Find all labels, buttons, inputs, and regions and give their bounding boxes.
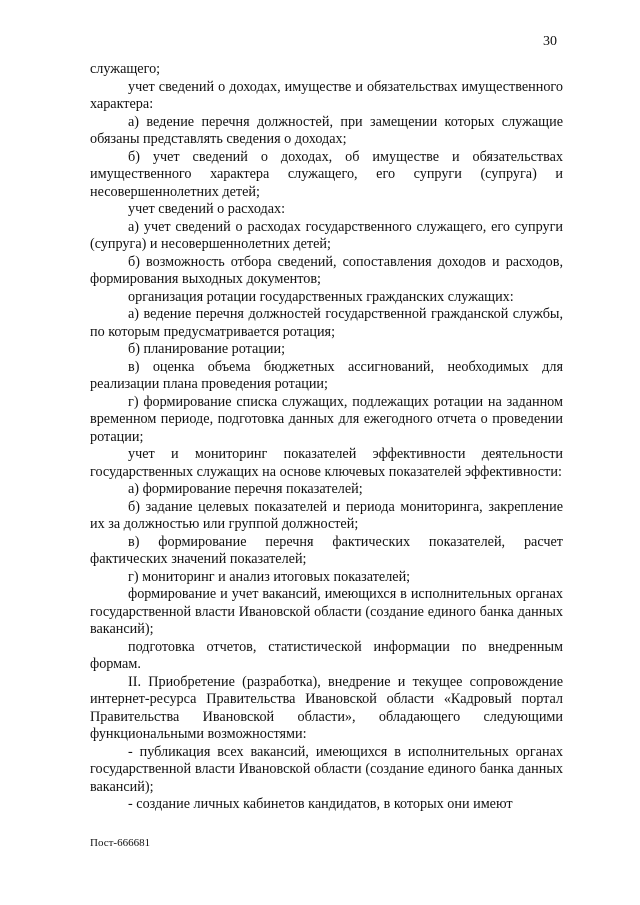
paragraph: учет сведений о расходах: bbox=[128, 201, 286, 217]
paragraph: г) формирование списка служащих, подлежащих ротации на заданном временном периоде, подготовка данных для ежегодного отчета о проведении ротации; bbox=[90, 393, 563, 445]
paragraph: б) планирование ротации; bbox=[128, 341, 286, 357]
paragraph: организация ротации государственных гражданских служащих: bbox=[128, 288, 514, 305]
paragraph: а) формирование перечня показателей; bbox=[128, 481, 363, 497]
paragraph: в) оценка объема бюджетных ассигнований, необходимых для реализации плана проведения ротации; bbox=[90, 358, 563, 392]
paragraph: г) мониторинг и анализ итоговых показателей; bbox=[128, 568, 411, 585]
paragraph: служащего; bbox=[90, 61, 161, 77]
paragraph: учет и мониторинг показателей эффективности деятельности государственных служащих на основе ключевых показателей эффективности: bbox=[90, 446, 563, 480]
paragraph: учет сведений о доходах, имуществе и обязательствах имущественного характера: bbox=[90, 78, 563, 112]
paragraph: а) учет сведений о расходах государственного служащего, его супруги (супруга) и несовершеннолетних детей; bbox=[90, 218, 563, 252]
paragraph: а) ведение перечня должностей, при замещении которых служащие обязаны представлять сведения о доходах; bbox=[90, 113, 563, 147]
paragraph: формирование и учет вакансий, имеющихся в исполнительных органах государственной власти Ивановской области (создание единого банка данных вакансий); bbox=[90, 586, 563, 637]
paragraph: подготовка отчетов, статистической информации по внедренным формам. bbox=[90, 638, 563, 672]
paragraph: - создание личных кабинетов кандидатов, в которых они имеют bbox=[128, 796, 513, 812]
paragraph: - публикация всех вакансий, имеющихся в исполнительных органах государственной власти Ивановской области (создание единого банка данных вакансий); bbox=[90, 743, 563, 795]
paragraph: б) задание целевых показателей и периода мониторинга, закрепление их за должностью или группой должностей; bbox=[90, 498, 563, 532]
page-number: 30 bbox=[543, 34, 557, 49]
paragraph: а) ведение перечня должностей государственной гражданской службы, по которым предусматривается ротация; bbox=[90, 306, 563, 340]
paragraph: б) возможность отбора сведений, сопоставления доходов и расходов, формирования выходных документов; bbox=[90, 253, 563, 287]
document-code: Пост-666681 bbox=[90, 837, 151, 849]
body-text bbox=[90, 61, 563, 814]
paragraph: б) учет сведений о доходах, об имуществе и обязательствах имущественного характера служащего, его супруги (супруга) и несовершеннолетних детей; bbox=[90, 148, 563, 200]
paragraph: в) формирование перечня фактических показателей, расчет фактических значений показателей; bbox=[90, 533, 563, 567]
paragraph: II. Приобретение (разработка), внедрение и текущее сопровождение интернет-ресурса Правительства Ивановской области «Кадровый портал Правительства Ивановской области», обладающего следующими функциональными возможностями: bbox=[90, 673, 563, 742]
